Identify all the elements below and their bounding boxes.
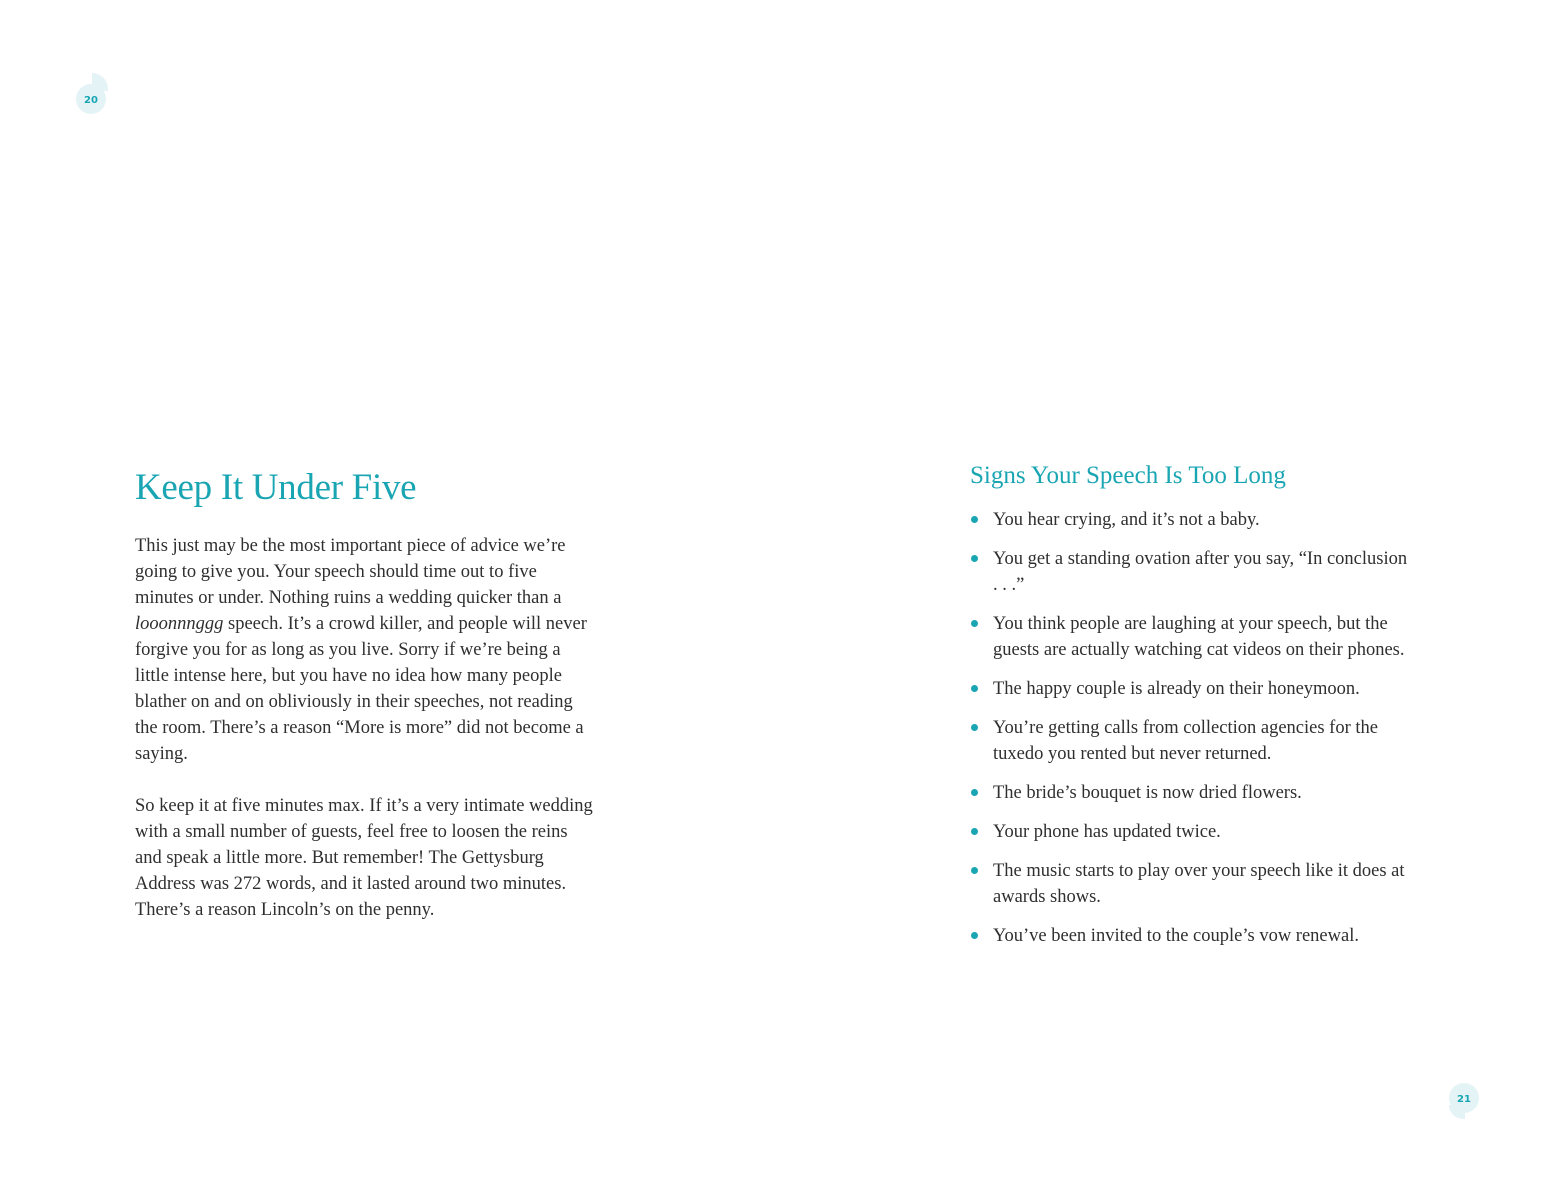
list-item-text: The bride’s bouquet is now dried flowers.: [993, 783, 1302, 803]
bullet-icon: [971, 867, 978, 874]
bullet-icon: [971, 724, 978, 731]
list-item-text: Your phone has updated twice.: [993, 822, 1221, 842]
body-paragraph-1: [135, 533, 595, 767]
page-number-left-label: 20: [84, 94, 98, 106]
bullet-icon: [971, 828, 978, 835]
paragraph-1-italic: looonnnggg: [135, 614, 224, 634]
list-item: [970, 780, 1410, 806]
list-item-text: You’ve been invited to the couple’s vow renewal.: [993, 926, 1359, 946]
list-item-text: You get a standing ovation after you say, “In conclusion . . .”: [993, 549, 1408, 595]
bullet-icon: [971, 555, 978, 562]
list-item: [970, 858, 1410, 910]
paragraph-1-end: speech. It’s a crowd killer, and people will never forgive you for as long as you live. Sorry if we’re being a little intense here, but you have no idea how many people blather on and on obliviously in their speeches, not reading the room. There’s a reason “More is more” did not become a saying.: [135, 614, 587, 764]
list-item-text: You’re getting calls from collection agencies for the tuxedo you rented but never returned.: [993, 718, 1378, 764]
bullet-icon: [971, 932, 978, 939]
list-item: [970, 923, 1410, 949]
list-item-text: The music starts to play over your speech like it does at awards shows.: [993, 861, 1405, 907]
signs-list: [970, 507, 1410, 962]
list-item: [970, 611, 1410, 663]
body-paragraph-2: So keep it at five minutes max. If it’s a very intimate wedding with a small number of guests, feel free to loosen the reins and speak a little more. But remember! The Gettysburg Address was 272 words, and it lasted around two minutes. There’s a reason Lincoln’s on the penny.: [135, 796, 593, 920]
bullet-icon: [971, 516, 978, 523]
page-number-right: [1449, 1083, 1479, 1113]
page-number-right-label: 21: [1457, 1093, 1471, 1105]
paragraph-1-start: This just may be the most important piece of advice we’re going to give you. Your speech should time out to five minutes or under. Nothing ruins a wedding quicker than a: [135, 536, 566, 608]
bullet-icon: [971, 620, 978, 627]
list-item: [970, 546, 1410, 598]
list-item: [970, 676, 1410, 702]
page-title: Keep It Under Five: [135, 467, 417, 508]
bullet-icon: [971, 685, 978, 692]
list-item-text: The happy couple is already on their honeymoon.: [993, 679, 1360, 699]
list-item-text: You think people are laughing at your speech, but the guests are actually watching cat videos on their phones.: [993, 614, 1405, 660]
list-item: [970, 507, 1410, 533]
bullet-icon: [971, 789, 978, 796]
page-number-left: [76, 84, 106, 114]
list-item-text: You hear crying, and it’s not a baby.: [993, 510, 1260, 530]
list-item: [970, 819, 1410, 845]
list-heading: Signs Your Speech Is Too Long: [970, 462, 1286, 489]
right-page: [777, 0, 1554, 1194]
list-item: [970, 715, 1410, 767]
